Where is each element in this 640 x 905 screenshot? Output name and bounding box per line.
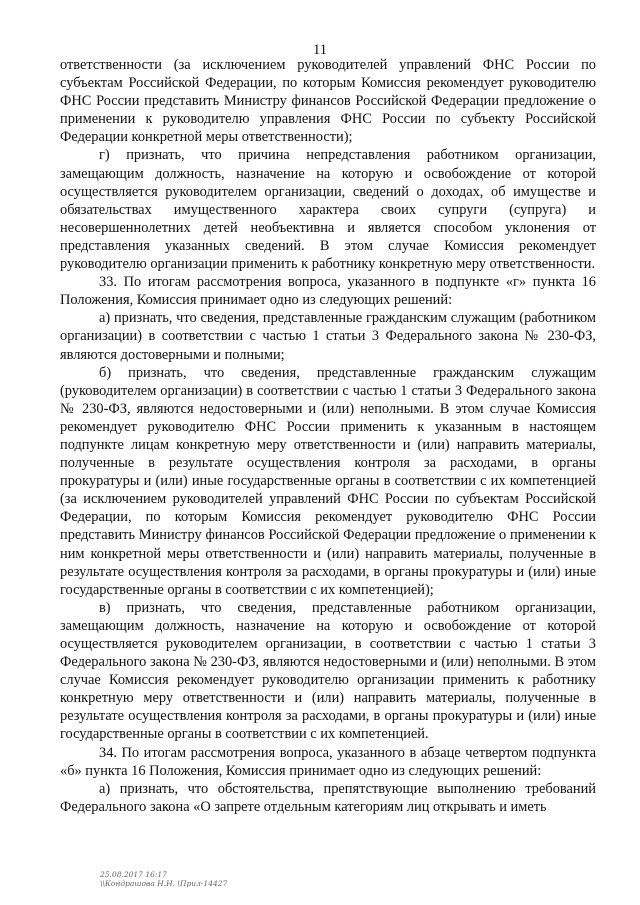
page-number: 11	[313, 42, 327, 58]
paragraph-item-g: г) признать, что причина непредставления работником организации, замещающим должность, назначение на которую и освобождение от которой осуществляется руководителем организации, сведений о доходах, об имуществе и обязательствах имущественного характера своих супруги (супруга) и несовершеннолетних детей необъективна и является способом уклонения от представления указанных сведений. В этом случае Комиссия рекомендует руководителю организации применить к работнику конкретную меру ответственности.	[60, 147, 596, 273]
paragraph-clause-33: 33. По итогам рассмотрения вопроса, указанного в подпункте «г» пункта 16 Положения, Комиссия принимает одно из следующих решений:	[60, 274, 596, 309]
paragraph-clause-34-a: а) признать, что обстоятельства, препятствующие выполнению требований Федерального закона «О запрете отдельным категориям лиц открывать и иметь	[60, 780, 596, 815]
footer-author: \\Кондрашова Н.Н. \Прил-14427	[100, 879, 228, 888]
document-footer	[100, 870, 227, 888]
footer-timestamp: 25.08.2017 16:17	[100, 870, 167, 879]
paragraph-clause-33-v: в) признать, что сведения, представленные работником организации, замещающим должность, назначение на которую и освобождение от которой осуществляется руководителем организации, в соответствии с частью 1 статьи 3 Федерального закона № 230-ФЗ, являются недостоверными и (или) неполными. В этом случае Комиссия рекомендует руководителю организации применить к работнику конкретную меру ответственности и (или) направить материалы, полученные в результате осуществления контроля за расходами, в органы прокуратуры и (или) иные государственные органы в соответствии с их компетенцией.	[60, 599, 596, 743]
paragraph-responsibility-continuation: ответственности (за исключением руководителей управлений ФНС России по субъектам Российской Федерации, по которым Комиссия рекомендует руководителю ФНС России представить Министру финансов Российской Федерации предложение о применении к руководителю управления ФНС России по субъекту Российской Федерации конкретной меры ответственности);	[60, 57, 596, 146]
paragraph-clause-33-b: б) признать, что сведения, представленные гражданским служащим (руководителем организации) в соответствии с частью 1 статьи 3 Федерального закона № 230-ФЗ, являются недостоверными и (или) неполными. В этом случае Комиссия рекомендует руководителю ФНС России применить к указанным в настоящем подпункте лицам конкретную меру ответственности и (или) направить материалы, полученные в результате осуществления контроля за расходами, в органы прокуратуры и (или) иные государственные органы в соответствии с их компетенцией (за исключением руководителей управлений ФНС России по субъектам Российской Федерации, по которым Комиссия рекомендует руководителю ФНС России представить Министру финансов Российской Федерации предложение о применении к ним конкретной меры ответственности и (или) направить материалы, полученные в результате осуществления контроля за расходами, в органы прокуратуры и (или) иные государственные органы в соответствии с их компетенцией);	[60, 364, 596, 598]
document-body	[60, 56, 596, 816]
paragraph-clause-33-a: а) признать, что сведения, представленные гражданским служащим (работником организации) в соответствии с частью 1 статьи 3 Федерального закона № 230-ФЗ, являются достоверными и полными;	[60, 310, 596, 363]
paragraph-clause-34: 34. По итогам рассмотрения вопроса, указанного в абзаце четвертом подпункта «б» пункта 16 Положения, Комиссия принимает одно из следующих решений:	[60, 744, 596, 779]
